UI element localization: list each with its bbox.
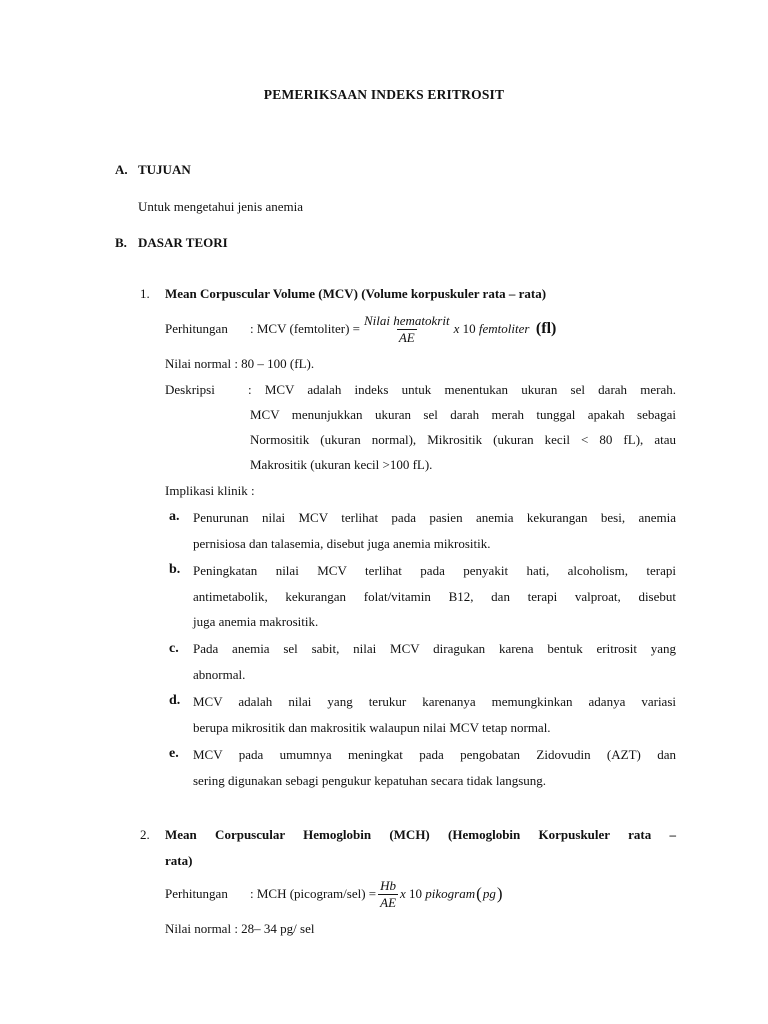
mch-calc-label: Perhitungan [165,886,228,901]
mch-normal-value: Nilai normal : 28– 34 pg/ sel [165,921,315,936]
page-title: PEMERIKSAAN INDEKS ERITROSIT [263,87,505,102]
implication-a-line-2: pernisiosa dan talasemia, disebut juga anemia mikrositik. [193,536,491,551]
mcv-desc-line-4: Makrositik (ukuran kecil >100 fL). [250,457,433,472]
mch-formula-lhs: : MCH (picogram/sel) = [250,886,377,901]
mch-paren-open: ( [476,884,482,903]
mch-formula [250,875,503,913]
implication-d-line-1: MCV adalah nilai yang terukur karenanya memungkinkan adanya variasi [193,694,676,709]
mcv-ten: 10 [462,321,476,336]
implication-a-line-1: Penurunan nilai MCV terlihat pada pasien anemia kekurangan besi, anemia [193,510,676,525]
mcv-formula-lhs: : MCV (femtoliter) = [250,321,360,336]
mcv-normal-value: Nilai normal : 80 – 100 (fL). [165,356,315,371]
mcv-fraction [362,313,452,346]
section-a-label: A. [115,162,128,177]
mch-fraction [378,878,398,911]
section-b-label: B. [115,235,127,250]
mch-numerator: Hb [380,877,397,893]
mcv-denominator: AE [398,329,415,345]
mcv-formula [250,310,556,348]
mch-heading-line-2: rata) [165,853,193,868]
implication-c-line-1: Pada anemia sel sabit, nilai MCV diragukan karena bentuk eritrosit yang [193,641,676,656]
implication-e-letter: e. [169,746,179,761]
mcv-desc-label: Deskripsi [165,382,215,397]
implication-e-line-1: MCV pada umumnya meningkat pada pengobatan Zidovudin (AZT) dan [193,747,676,762]
mch-denominator: AE [380,894,397,910]
implication-b-line-2: antimetabolik, kekurangan folat/vitamin B12, dan terapi valproat, disebut [193,589,676,604]
mcv-heading: Mean Corpuscular Volume (MCV) (Volume korpuskuler rata – rata) [165,286,547,301]
mcv-number: 1. [140,286,150,301]
implication-e-line-2: sering digunakan sebagi pengukur kepatuhan secara tidak langsung. [193,773,547,788]
mcv-desc-line-1: : MCV adalah indeks untuk menentukan ukuran sel darah merah. [248,382,676,397]
mcv-implication-label: Implikasi klinik : [165,483,255,498]
mcv-desc-line-2: MCV menunjukkan ukuran sel darah merah tunggal apakah sebagai [250,407,676,422]
implication-a-letter: a. [169,509,180,524]
mch-paren-close: ) [496,884,503,903]
implication-c-line-2: abnormal. [193,667,246,682]
mcv-unit-abbrev: (fl) [535,320,557,337]
mch-ten: 10 [409,886,423,901]
mcv-numerator: Nilai hematokrit [364,312,450,328]
mcv-desc-line-3: Normositik (ukuran normal), Mikrositik (ukuran kecil < 80 fL), atau [250,432,676,447]
mch-mult: x [400,886,406,901]
mcv-mult: x [453,321,460,336]
mch-heading-line-1: Mean Corpuscular Hemoglobin (MCH) (Hemoglobin Korpuskuler rata – [165,827,676,842]
implication-d-line-2: berupa mikrositik dan makrositik walaupun nilai MCV tetap normal. [193,720,551,735]
implication-c-letter: c. [169,641,179,656]
implication-d-letter: d. [169,693,181,708]
mch-unit: pikogram [425,886,476,901]
implication-b-line-3: juga anemia makrositik. [193,614,319,629]
implication-b-letter: b. [169,562,181,577]
section-a-text: Untuk mengetahui jenis anemia [138,199,303,214]
mch-number: 2. [140,827,150,842]
section-b-heading: DASAR TEORI [138,235,228,250]
mcv-calc-label: Perhitungan [165,321,228,336]
mch-unit-abbrev: pg [482,886,496,901]
mcv-unit: femtoliter [478,321,530,336]
section-a-heading: TUJUAN [138,162,191,177]
implication-b-line-1: Peningkatan nilai MCV terlihat pada penyakit hati, alcoholism, terapi [193,563,676,578]
